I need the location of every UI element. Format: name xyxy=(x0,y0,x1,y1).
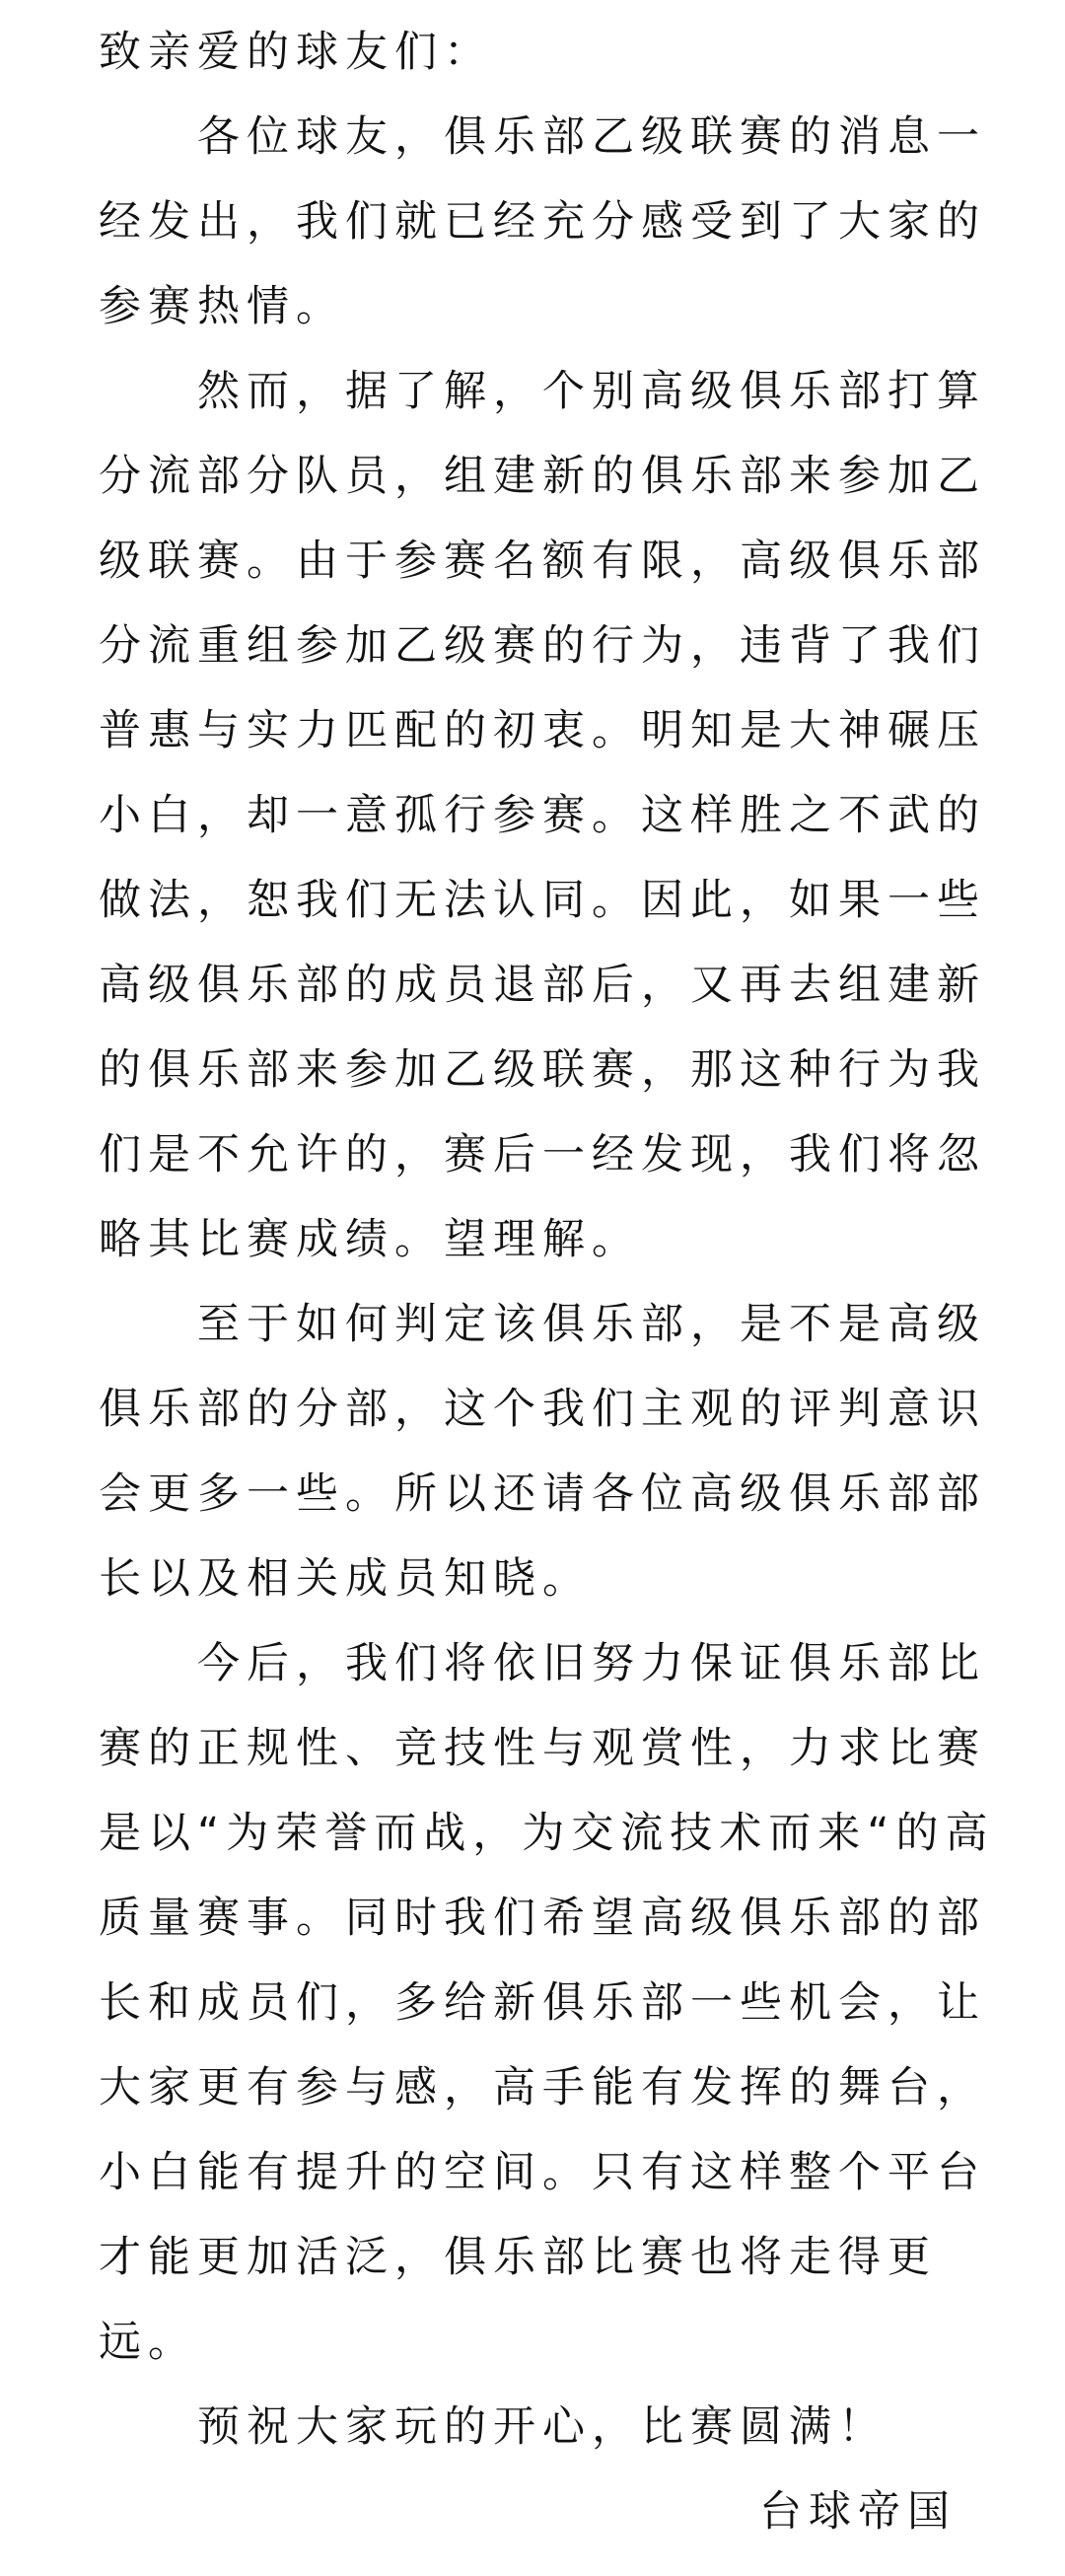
text-line: 质量赛事。同时我们希望高级俱乐部的部 xyxy=(99,1894,986,1943)
greeting-line: 致亲爱的球友们： xyxy=(99,28,493,77)
text-line: 级联赛。由于参赛名额有限，高级俱乐部 xyxy=(99,537,986,586)
text-line: 略其比赛成绩。望理解。 xyxy=(99,1215,641,1264)
text-line: 然而，据了解，个别高级俱乐部打算 xyxy=(99,367,986,416)
text-line: 参赛热情。 xyxy=(99,282,345,331)
text-line: 大家更有参与感，高手能有发挥的舞台， xyxy=(99,2063,986,2112)
text-line: 至于如何判定该俱乐部，是不是高级 xyxy=(99,1300,986,1349)
text-line: 分流部分队员，组建新的俱乐部来参加乙 xyxy=(99,452,986,501)
text-line: 小白能有提升的空间。只有这样整个平台 xyxy=(99,2148,986,2197)
text-line: 是以“为荣誉而战，为交流技术而来“的高 xyxy=(99,1809,995,1858)
text-line: 长和成员们，多给新俱乐部一些机会，让 xyxy=(99,1978,986,2028)
text-line: 赛的正规性、竞技性与观赏性，力求比赛 xyxy=(99,1724,986,1773)
text-line: 俱乐部的分部，这个我们主观的评判意识 xyxy=(99,1385,986,1434)
text-line: 分流重组参加乙级赛的行为，违背了我们 xyxy=(99,621,986,671)
text-line: 今后，我们将依旧努力保证俱乐部比 xyxy=(99,1639,986,1688)
text-line: 远。 xyxy=(99,2318,197,2367)
text-line: 长以及相关成员知晓。 xyxy=(99,1554,592,1604)
text-line: 做法，恕我们无法认同。因此，如果一些 xyxy=(99,876,986,925)
signature: 台球帝国 xyxy=(759,2487,957,2537)
text-line: 各位球友，俱乐部乙级联赛的消息一 xyxy=(99,112,986,162)
text-line: 经发出，我们就已经充分感受到了大家的 xyxy=(99,197,986,247)
text-line: 小白，却一意孤行参赛。这样胜之不武的 xyxy=(99,791,986,840)
text-line: 的俱乐部来参加乙级联赛，那这种行为我 xyxy=(99,1045,986,1095)
text-line: 才能更加活泛，俱乐部比赛也将走得更 xyxy=(99,2233,937,2282)
text-line: 们是不允许的，赛后一经发现，我们将忽 xyxy=(99,1130,986,1180)
text-line: 普惠与实力匹配的初衷。明知是大神碾压 xyxy=(99,706,986,755)
text-line: 高级俱乐部的成员退部后，又再去组建新 xyxy=(99,961,986,1010)
letter-body xyxy=(0,10,1065,2576)
closing-line: 预祝大家玩的开心，比赛圆满！ xyxy=(99,2402,888,2452)
text-line: 会更多一些。所以还请各位高级俱乐部部 xyxy=(99,1469,986,1519)
